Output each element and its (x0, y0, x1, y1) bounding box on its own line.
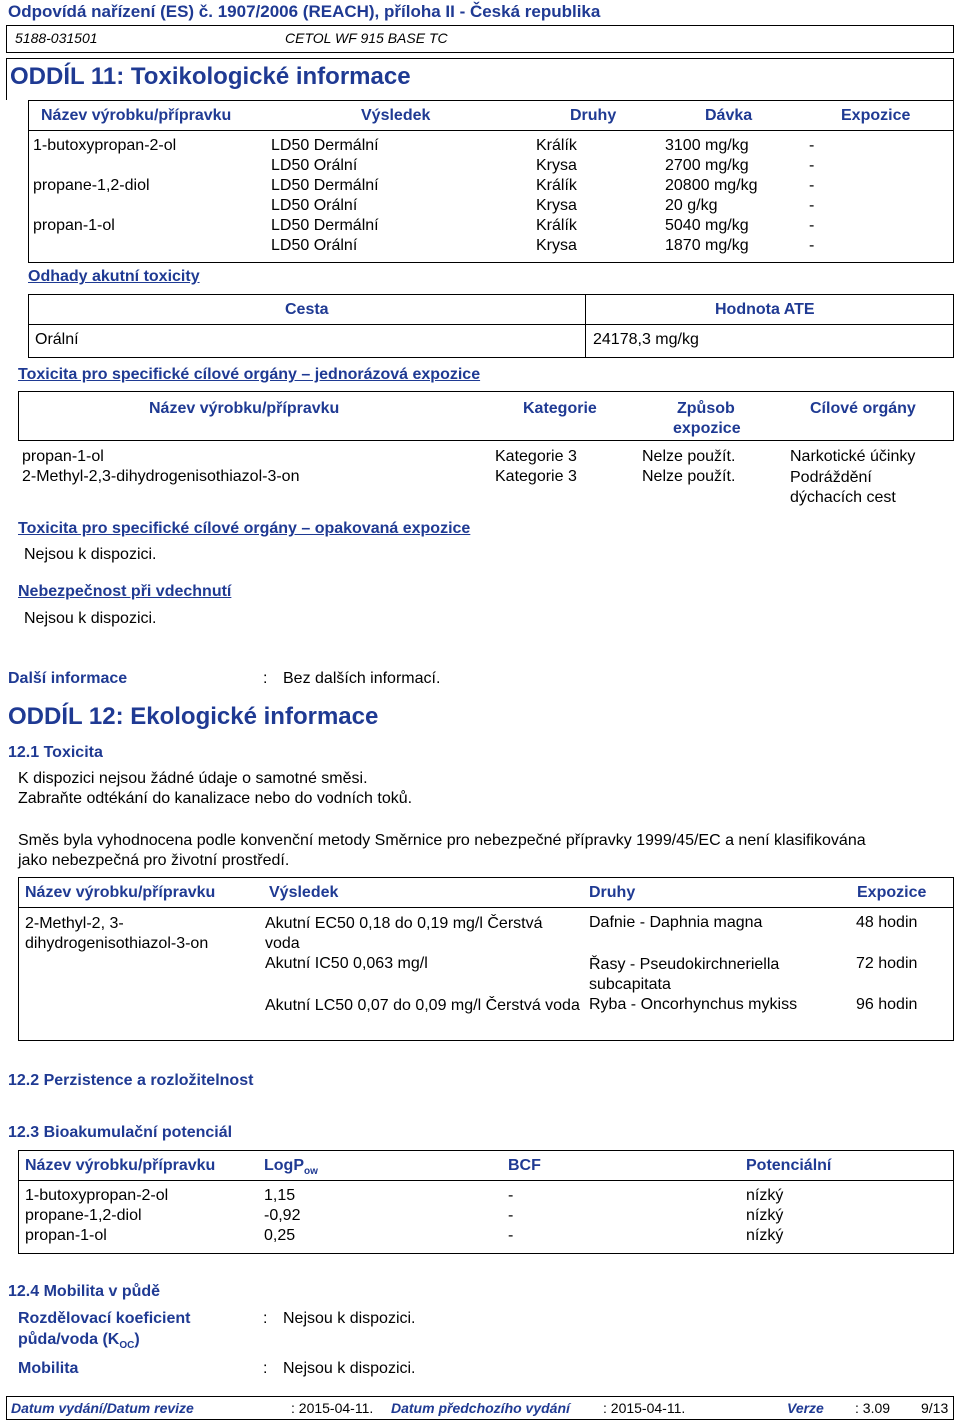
koc-subscript: OC (119, 1340, 135, 1352)
cell-dose: 20 g/kg (665, 197, 718, 214)
cell-dose: 2700 mg/kg (665, 157, 749, 174)
th-product: Název výrobku/přípravku (25, 1157, 216, 1174)
cell-category: Kategorie 3 (495, 468, 577, 485)
th-species: Druhy (589, 884, 636, 901)
th-species: Druhy (570, 107, 617, 124)
cell-exposure: - (809, 157, 815, 174)
cell-result: LD50 Orální (271, 197, 358, 214)
cell-product: propan-1-ol (25, 1227, 107, 1244)
eco-table (18, 877, 954, 1041)
cell-result: Akutní EC50 0,18 do 0,19 mg/l Čerstvá voda (265, 915, 543, 952)
other-info-label: Další informace (8, 670, 128, 687)
s121-line2: Zabraňte odtékání do kanalizace nebo do vodních toků. (18, 790, 413, 807)
s123-title: 12.3 Bioakumulační potenciál (8, 1124, 233, 1141)
table-row (33, 137, 176, 155)
mobility-value: Nejsou k dispozici. (283, 1360, 416, 1377)
version-label: Verze (787, 1400, 824, 1416)
ate-route: Orální (35, 331, 79, 348)
th-exposure: Expozice (841, 107, 911, 124)
tox-table-header (29, 101, 953, 131)
ate-table (28, 294, 954, 358)
koc-label-text: půda/voda (K (18, 1331, 120, 1348)
cell-species: Králík (536, 177, 577, 194)
section11-title: ODDÍL 11: Toxikologické informace (10, 63, 411, 90)
th-category: Kategorie (523, 400, 597, 417)
s122-title: 12.2 Perzistence a rozložitelnost (8, 1072, 254, 1089)
cell-exposure: - (809, 177, 815, 194)
section12-title: ODDÍL 12: Ekologické informace (8, 703, 379, 730)
koc-label-end: ) (134, 1331, 140, 1348)
issue-date-label: Datum vydání/Datum revize (11, 1400, 194, 1416)
th-route: Cesta (285, 301, 329, 318)
cell-exposure: - (809, 237, 815, 254)
stot-repeated-title: Toxicita pro specifické cílové orgány – opakovaná expozice (18, 520, 471, 537)
cell-logpow: -0,92 (264, 1207, 301, 1224)
cell-result: LD50 Dermální (271, 177, 379, 194)
stot-repeated-text: Nejsou k dispozici. (24, 546, 157, 563)
cell-product: 1-butoxypropan-2-ol (33, 137, 177, 154)
cell-product: 2-Methyl-2, 3-dihydrogenisothiazol-3-on (25, 915, 209, 952)
koc-label-1: Rozdělovací koeficient (18, 1310, 191, 1327)
cell-result: Akutní LC50 0,07 do 0,09 mg/l Čerstvá voda (265, 997, 580, 1014)
cell-dose: 20800 mg/kg (665, 177, 758, 194)
s124-title: 12.4 Mobilita v půdě (8, 1283, 161, 1300)
product-name: CETOL WF 915 BASE TC (285, 30, 448, 46)
eco-table-header (19, 878, 953, 908)
stot-single-header (18, 391, 954, 441)
aspiration-title: Nebezpečnost při vdechnutí (18, 583, 232, 600)
cell-potential: nízký (746, 1207, 784, 1224)
cell-route: Nelze použít. (642, 468, 736, 485)
regulation-title: Odpovídá nařízení (ES) č. 1907/2006 (REACH), příloha II - Česká republika (8, 2, 601, 21)
cell-product: propane-1,2-diol (25, 1207, 142, 1224)
koc-label-2 (18, 1331, 140, 1351)
ate-header (29, 295, 953, 325)
cell-dose: 5040 mg/kg (665, 217, 749, 234)
bio-table (18, 1150, 954, 1254)
page-number: 9/13 (921, 1400, 949, 1416)
cell-species: Králík (536, 217, 577, 234)
prev-date-label: Datum předchozího vydání (391, 1400, 570, 1416)
cell-bcf: - (508, 1227, 514, 1244)
th-result: Výsledek (361, 107, 431, 124)
cell-species: Králík (536, 137, 577, 154)
th-ate-value: Hodnota ATE (715, 301, 815, 318)
cell-species: Krysa (536, 237, 577, 254)
logp-label: LogP (264, 1157, 304, 1174)
cell-product: 2-Methyl-2,3-dihydrogenisothiazol-3-on (22, 468, 300, 485)
doc-code: 5188-031501 (15, 30, 98, 46)
th-product: Název výrobku/přípravku (149, 400, 340, 417)
cell-result: LD50 Dermální (271, 137, 379, 154)
cell-species: Řasy - Pseudokirchneriella subcapitata (589, 956, 780, 993)
cell-category: Kategorie 3 (495, 448, 577, 465)
koc-colon: : (263, 1310, 268, 1327)
cell-potential: nízký (746, 1187, 784, 1204)
cell-species: Krysa (536, 157, 577, 174)
aspiration-text: Nejsou k dispozici. (24, 610, 157, 627)
logp-subscript: ow (304, 1166, 318, 1178)
ate-divider (585, 295, 586, 357)
cell-exposure: - (809, 197, 815, 214)
cell-logpow: 1,15 (264, 1187, 296, 1204)
cell-exposure: 96 hodin (856, 996, 918, 1013)
th-result: Výsledek (269, 884, 339, 901)
other-info-colon: : (263, 670, 268, 687)
cell-product: 1-butoxypropan-2-ol (25, 1187, 169, 1204)
th-exposure: Expozice (857, 884, 927, 901)
th-logpow (264, 1157, 318, 1177)
tox-table (28, 100, 954, 263)
cell-dose: 1870 mg/kg (665, 237, 749, 254)
cell-result: LD50 Orální (271, 157, 358, 174)
ate-title: Odhady akutní toxicity (28, 268, 200, 285)
th-product: Název výrobku/přípravku (41, 107, 232, 124)
issue-date-value: : 2015-04-11. (291, 1400, 374, 1416)
version-value: : 3.09 (855, 1400, 891, 1416)
s121-paragraph: Směs byla vyhodnocena podle konvenční metody Směrnice pro nebezpečné přípravky 1999/45/EC a není klasifikována jako nebezpečná pro životní prostředí. (18, 832, 866, 869)
cell-target: Podráždění dýchacích cest (790, 469, 896, 506)
th-target-organs: Cílové orgány (810, 400, 916, 417)
cell-potential: nízký (746, 1227, 784, 1244)
cell-result: LD50 Orální (271, 237, 358, 254)
cell-route: Nelze použít. (642, 448, 736, 465)
cell-species: Dafnie - Daphnia magna (589, 914, 763, 931)
th-potential: Potenciální (746, 1157, 832, 1174)
mobility-colon: : (263, 1360, 268, 1377)
ate-value: 24178,3 mg/kg (593, 331, 699, 348)
cell-result: LD50 Dermální (271, 217, 379, 234)
cell-exposure: - (809, 217, 815, 234)
cell-bcf: - (508, 1187, 514, 1204)
prev-date-value: : 2015-04-11. (603, 1400, 686, 1416)
cell-target: Narkotické účinky (790, 448, 916, 465)
cell-dose: 3100 mg/kg (665, 137, 749, 154)
cell-logpow: 0,25 (264, 1227, 296, 1244)
bio-table-header (19, 1151, 953, 1181)
other-info-value: Bez dalších informací. (283, 670, 441, 687)
cell-product: propan-1-ol (22, 448, 104, 465)
th-dose: Dávka (705, 107, 753, 124)
cell-exposure: 72 hodin (856, 955, 918, 972)
s121-line1: K dispozici nejsou žádné údaje o samotné směsi. (18, 770, 368, 787)
cell-exposure: 48 hodin (856, 914, 918, 931)
koc-value: Nejsou k dispozici. (283, 1310, 416, 1327)
cell-product: propan-1-ol (33, 217, 115, 234)
s121-title: 12.1 Toxicita (8, 744, 103, 761)
th-route-2: expozice (673, 420, 741, 437)
cell-exposure: - (809, 137, 815, 154)
header-box (6, 25, 954, 53)
th-route-1: Způsob (677, 400, 735, 417)
cell-bcf: - (508, 1207, 514, 1224)
cell-result: Akutní IC50 0,063 mg/l (265, 955, 428, 972)
th-bcf: BCF (508, 1157, 541, 1174)
footer (6, 1396, 954, 1420)
stot-single-title: Toxicita pro specifické cílové orgány – jednorázová expozice (18, 366, 481, 383)
cell-species: Ryba - Oncorhynchus mykiss (589, 996, 798, 1013)
cell-species: Krysa (536, 197, 577, 214)
cell-product: propane-1,2-diol (33, 177, 150, 194)
th-product: Název výrobku/přípravku (25, 884, 216, 901)
mobility-label: Mobilita (18, 1360, 79, 1377)
